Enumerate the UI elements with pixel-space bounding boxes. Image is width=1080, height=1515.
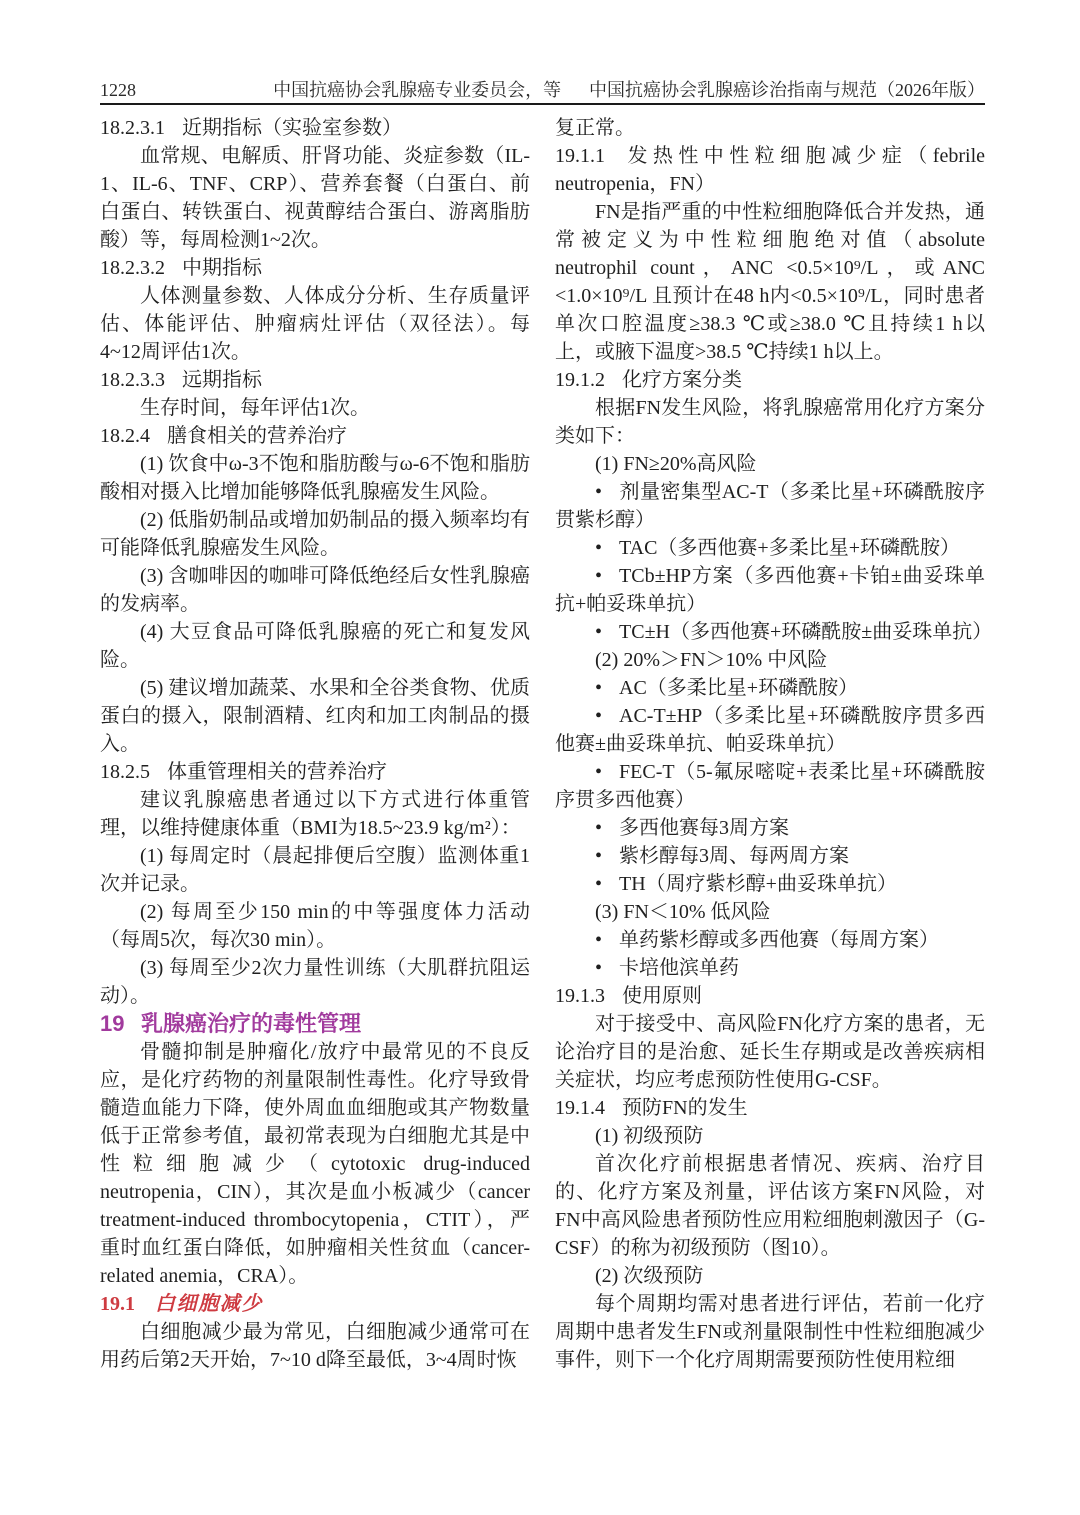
- bullet-icon: •: [595, 565, 603, 587]
- paragraph: (1) FN≥20%高风险: [595, 453, 757, 475]
- heading-number: 18.2.3.1: [100, 117, 165, 139]
- paragraph: (4) 大豆食品可降低乳腺癌的死亡和复发风险。: [100, 621, 530, 671]
- paragraph: 人体测量参数、人体成分分析、生存质量评估、体能评估、肿瘤病灶评估（双径法）。每4~12周评估1次。: [100, 285, 530, 363]
- bullet-icon: •: [595, 621, 603, 643]
- heading-title: 发热性中性粒细胞减少症（febrile neutropenia，FN）: [555, 145, 985, 195]
- page-number: 1228: [100, 80, 136, 100]
- paragraph: 首次化疗前根据患者情况、疾病、治疗目的、化疗方案及剂量，评估该方案FN风险，对FN中高风险患者预防性应用粒细胞刺激因子（G-CSF）的称为初级预防（图10）。: [555, 1153, 985, 1259]
- bullet-icon: •: [595, 929, 603, 951]
- left-column: [100, 114, 530, 1374]
- bullet-item: [555, 702, 985, 758]
- heading-number: 19.1: [100, 1293, 135, 1315]
- bullet-icon: •: [595, 873, 603, 895]
- bullet-icon: •: [595, 705, 603, 727]
- bullet-item: [555, 478, 985, 534]
- clause-heading: [100, 114, 530, 142]
- heading-number: 19.1.1: [555, 145, 605, 167]
- clause-heading: [555, 142, 985, 198]
- running-title-journal: 中国抗癌协会乳腺癌诊治指南与规范（2026年版）: [589, 80, 985, 100]
- bullet-item: [555, 758, 985, 814]
- heading-title: 中期指标: [182, 257, 262, 279]
- clause-heading: [555, 982, 985, 1010]
- paragraph: FN是指严重的中性粒细胞降低合并发热，通常被定义为中性粒细胞绝对值（absolute neutrophil count，ANC <0.5×10⁹/L，或ANC <1.0×10⁹/L 且预计在48 h内<0.5×10⁹/L，同时患者单次口腔温度≥38.3 ℃或≥38.0 ℃且持续1 h以上，或腋下温度>38.5 ℃持续1 h以上。: [555, 201, 985, 363]
- clause-heading: [100, 758, 530, 786]
- clause-heading: [100, 366, 530, 394]
- bullet-icon: •: [595, 761, 603, 783]
- paragraph: (1) 饮食中ω-3不饱和脂肪酸与ω-6不饱和脂肪酸相对摄入比增加能够降低乳腺癌发生风险。: [100, 453, 530, 503]
- bullet-icon: •: [595, 845, 603, 867]
- paragraph: (2) 低脂奶制品或增加奶制品的摄入频率均有可能降低乳腺癌发生风险。: [100, 509, 530, 559]
- heading-number: 19: [100, 1011, 125, 1036]
- heading-number: 18.2.4: [100, 425, 150, 447]
- paragraph: (3) 含咖啡因的咖啡可降低绝经后女性乳腺癌的发病率。: [100, 565, 530, 615]
- bullet-text: 卡培他滨单药: [619, 957, 740, 979]
- paragraph: 生存时间，每年评估1次。: [140, 397, 370, 419]
- bullet-icon: •: [595, 817, 603, 839]
- paragraph-continuation: 复正常。: [555, 117, 635, 139]
- bullet-icon: •: [595, 537, 603, 559]
- paragraph: 根据FN发生风险，将乳腺癌常用化疗方案分类如下：: [555, 397, 985, 447]
- bullet-item: [555, 562, 985, 618]
- header-rule: [100, 103, 985, 105]
- heading-title: 化疗方案分类: [622, 369, 742, 391]
- paragraph: (2) 每周至少150 min的中等强度体力活动（每周5次，每次30 min）。: [100, 901, 530, 951]
- paragraph: (3) 每周至少2次力量性训练（大肌群抗阻运动）。: [100, 957, 530, 1007]
- bullet-item: [555, 674, 985, 702]
- heading-title: 近期指标（实验室参数）: [182, 117, 402, 139]
- heading-title: 远期指标: [182, 369, 262, 391]
- paragraph: 建议乳腺癌患者通过以下方式进行体重管理，以维持健康体重（BMI为18.5~23.9 kg/m²）：: [100, 789, 530, 839]
- bullet-item: [555, 618, 993, 646]
- running-title: [273, 76, 985, 102]
- paragraph: 血常规、电解质、肝肾功能、炎症参数（IL-1、IL-6、TNF、CRP）、营养套餐（白蛋白、前白蛋白、转铁蛋白、视黄醇结合蛋白、游离脂肪酸）等，每周检测1~2次。: [100, 145, 530, 251]
- bullet-text: TH（周疗紫杉醇+曲妥珠单抗）: [619, 873, 897, 895]
- bullet-text: 单药紫杉醇或多西他赛（每周方案）: [619, 929, 940, 951]
- paragraph: (1) 每周定时（晨起排便后空腹）监测体重1次并记录。: [100, 845, 530, 895]
- paragraph: (3) FN＜10% 低风险: [595, 901, 771, 923]
- subsection-heading: [100, 1290, 530, 1318]
- bullet-icon: •: [595, 957, 603, 979]
- heading-number: 19.1.4: [555, 1097, 605, 1119]
- bullet-text: TC±H（多西他赛+环磷酰胺±曲妥珠单抗）: [619, 621, 993, 643]
- heading-title: 体重管理相关的营养治疗: [167, 761, 387, 783]
- bullet-text: 剂量密集型AC-T（多柔比星+环磷酰胺序贯紫杉醇）: [555, 481, 985, 531]
- bullet-text: TAC（多西他赛+多柔比星+环磷酰胺）: [619, 537, 960, 559]
- heading-number: 18.2.3.3: [100, 369, 165, 391]
- right-column: [555, 114, 993, 1374]
- clause-heading: [555, 366, 985, 394]
- bullet-text: 多西他赛每3周方案: [619, 817, 790, 839]
- bullet-icon: •: [595, 677, 603, 699]
- heading-title: 白细胞减少: [155, 1293, 263, 1315]
- paragraph: 白细胞减少最为常见，白细胞减少通常可在用药后第2天开始，7~10 d降至最低，3~4周时恢: [100, 1321, 530, 1371]
- bullet-text: AC-T±HP（多柔比星+环磷酰胺序贯多西他赛±曲妥珠单抗、帕妥珠单抗）: [555, 705, 985, 755]
- paragraph: (2) 20%＞FN＞10% 中风险: [595, 649, 828, 671]
- bullet-item: [555, 814, 985, 842]
- section-heading: [100, 1010, 530, 1038]
- bullet-icon: •: [595, 481, 603, 503]
- bullet-item: [555, 842, 985, 870]
- paragraph: (1) 初级预防: [595, 1125, 704, 1147]
- clause-heading: [100, 254, 530, 282]
- bullet-text: 紫杉醇每3周、每两周方案: [619, 845, 850, 867]
- heading-title: 膳食相关的营养治疗: [167, 425, 347, 447]
- paragraph: 对于接受中、高风险FN化疗方案的患者，无论治疗目的是治愈、延长生存期或是改善疾病相关症状，均应考虑预防性使用G-CSF。: [555, 1013, 985, 1091]
- bullet-text: AC（多柔比星+环磷酰胺）: [619, 677, 859, 699]
- clause-heading: [555, 1094, 985, 1122]
- bullet-item: [555, 534, 985, 562]
- clause-heading: [100, 422, 530, 450]
- paragraph: 每个周期均需对患者进行评估，若前一化疗周期中患者发生FN或剂量限制性中性粒细胞减少事件，则下一个化疗周期需要预防性使用粒细: [555, 1293, 985, 1371]
- heading-title: 预防FN的发生: [622, 1097, 748, 1119]
- heading-number: 19.1.2: [555, 369, 605, 391]
- running-title-source: 中国抗癌协会乳腺癌专业委员会，等: [273, 80, 562, 100]
- bullet-text: FEC-T（5-氟尿嘧啶+表柔比星+环磷酰胺序贯多西他赛）: [555, 761, 985, 811]
- page-header: [100, 76, 985, 102]
- heading-title: 乳腺癌治疗的毒性管理: [140, 1011, 361, 1036]
- bullet-item: [555, 926, 985, 954]
- heading-number: 18.2.5: [100, 761, 150, 783]
- heading-title: 使用原则: [622, 985, 702, 1007]
- bullet-item: [555, 954, 985, 982]
- two-column-body: [100, 114, 993, 1374]
- bullet-item: [555, 870, 985, 898]
- bullet-text: TCb±HP方案（多西他赛+卡铂±曲妥珠单抗+帕妥珠单抗）: [555, 565, 985, 615]
- heading-number: 18.2.3.2: [100, 257, 165, 279]
- paragraph: (2) 次级预防: [595, 1265, 704, 1287]
- heading-number: 19.1.3: [555, 985, 605, 1007]
- paragraph: (5) 建议增加蔬菜、水果和全谷类食物、优质蛋白的摄入，限制酒精、红肉和加工肉制品的摄入。: [100, 677, 530, 755]
- paragraph: 骨髓抑制是肿瘤化/放疗中最常见的不良反应，是化疗药物的剂量限制性毒性。化疗导致骨髓造血能力下降，使外周血血细胞或其产物数量低于正常参考值，最初常表现为白细胞尤其是中性粒细胞减少（cytotoxic drug-induced neutropenia，CIN），其次是血小板减少（cancer treatment-induced thrombocytopenia，CTIT），严重时血红蛋白降低，如肿瘤相关性贫血（cancer-related anemia，CRA）。: [100, 1041, 530, 1287]
